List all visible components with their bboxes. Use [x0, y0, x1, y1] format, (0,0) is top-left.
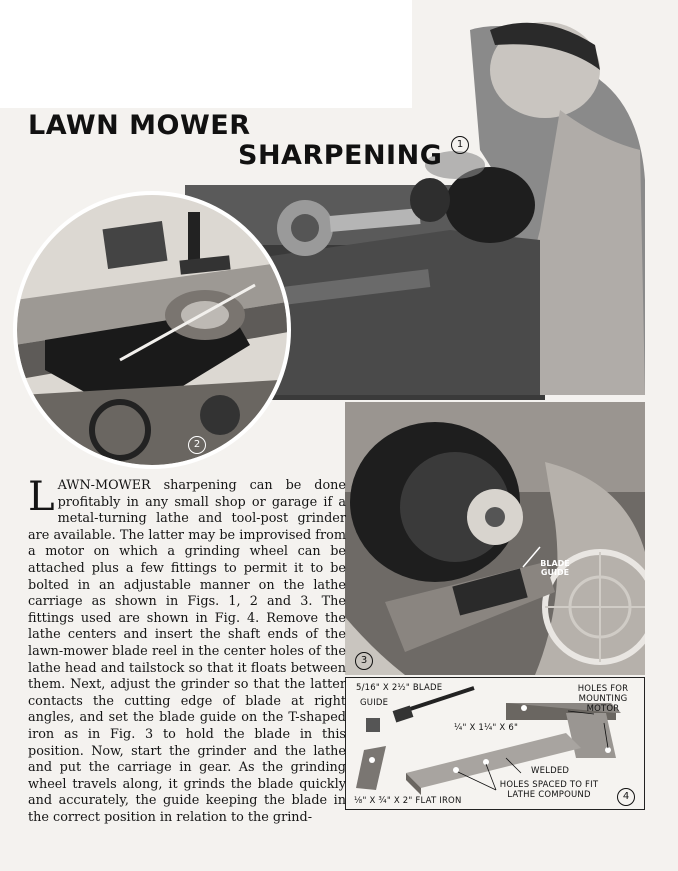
figure-1-number: 1 — [451, 136, 469, 154]
flat-iron-label: ⅛" X ¾" X 2" FLAT IRON — [354, 796, 462, 806]
title-line-2: SHARPENING — [238, 140, 443, 171]
figure-4-number: 4 — [617, 788, 635, 806]
guide-label: GUIDE — [360, 698, 389, 708]
welded-label: WELDED — [531, 766, 570, 776]
figure-3-number: 3 — [355, 652, 373, 670]
holes-lathe-label: HOLES SPACED TO FIT LATHE COMPOUND — [499, 780, 599, 800]
article-body — [28, 474, 346, 826]
bolt-label: 5/16" X 2½" BLADE — [356, 683, 443, 693]
bar-size-label: ¼" X 1¼" X 6" — [454, 723, 519, 733]
figure-3-photo — [345, 402, 645, 675]
article-text: AWN-MOWER sharpening can be done profitably in any small shop or garage if a metal-turning lathe and tool-post grinder are available. The latter may be improvised from a motor on which a grinding wheel can be attached plus a few fittings to permit it to be bolted in an adjustable manner on the lathe carriage as shown in Figs. 1, 2 and 3. The fittings used are shown in Fig. 4. Remove the lathe centers and insert the shaft ends of the lawn-mower blade reel in the center holes of the lathe head and tailstock so that it floats between them. Next, adjust the grinder so that the latter contacts the cutting edge of blade at right angles, and set the blade guide on the T-shaped iron as in Fig. 3 to hold the blade in this position. Now, start the grinder and the lathe and put the carriage in gear. As the grinding wheel travels along, it grinds the blade quickly and accurately, the guide keeping the blade in the correct position in relation to the grind- — [28, 478, 346, 825]
figure-2-number: 2 — [188, 436, 206, 454]
drop-cap: L — [28, 474, 55, 520]
blade-guide-label: BLADE GUIDE — [540, 559, 570, 577]
figure-4-diagram — [345, 677, 645, 810]
holes-for-motor-label: HOLES FOR MOUNTING MOTOR — [577, 684, 629, 714]
title-line-1: LAWN MOWER — [28, 110, 251, 141]
